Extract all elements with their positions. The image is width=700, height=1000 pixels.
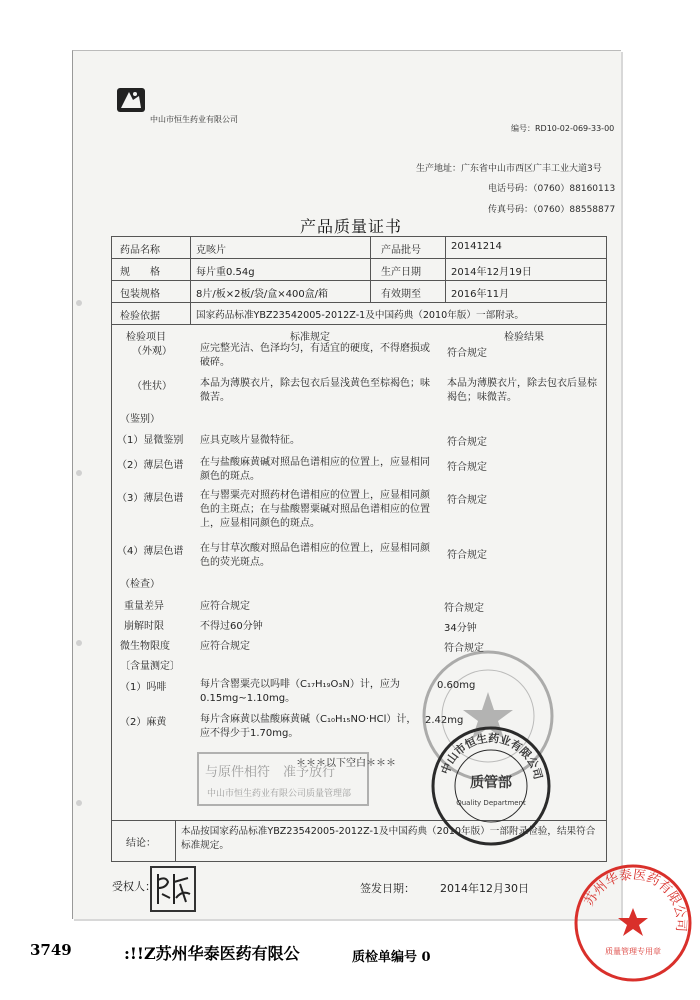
- qa-stamp-english: Quality Department: [456, 799, 526, 807]
- std-assay1: 每片含罂粟壳以吗啡（C₁₇H₁₉O₃N）计，应为0.15mg~1.10mg。: [200, 679, 400, 704]
- mfg-date-label: 生产日期: [381, 267, 421, 278]
- res-microbial: 符合规定: [444, 643, 484, 654]
- item-id3: （3）薄层色谱: [117, 493, 184, 504]
- item-weight: 重量差异: [124, 601, 164, 612]
- item-id4: （4）薄层色谱: [117, 546, 184, 557]
- std-id4: 在与甘草次酸对照品色谱相应的位置上，应显相同颜色的荧光斑点。: [200, 543, 430, 568]
- section-assay: 〔含量测定〕: [120, 661, 180, 672]
- issue-date-label: 签发日期：: [360, 882, 415, 895]
- batch-label: 产品批号: [381, 245, 421, 256]
- res-appearance: 符合规定: [447, 348, 487, 359]
- res-id3: 符合规定: [447, 495, 487, 506]
- spec-value: 每片重0.54g: [196, 267, 255, 278]
- product-name-label: 药品名称: [120, 245, 160, 256]
- quality-department-stamp: [430, 725, 552, 847]
- res-assay2: 2.42mg: [425, 715, 464, 726]
- std-appearance: 应完整光洁、色泽均匀，有适宜的硬度，不得磨损或破碎。: [200, 343, 430, 368]
- package-label: 包装规格: [120, 289, 160, 300]
- document-number: 编号：RD10-02-069-33-00: [511, 124, 615, 133]
- qa-stamp-ring-text: 中山市恒生药业有限公司: [438, 731, 545, 781]
- res-id2: 符合规定: [447, 462, 487, 473]
- conclusion-label: 结论：: [126, 838, 156, 849]
- mfg-date-value: 2014年12月19日: [451, 267, 532, 278]
- svg-text:中山市恒生药业有限公司: [438, 731, 546, 781]
- item-microbial: 微生物限度: [120, 641, 170, 652]
- std-disintegration: 不得过60分钟: [200, 621, 263, 632]
- red-company-stamp: [572, 862, 694, 984]
- res-id4: 符合规定: [447, 550, 487, 561]
- expiry-value: 2016年11月: [451, 289, 510, 300]
- item-id1: （1）显微鉴别: [117, 435, 184, 446]
- expiry-label: 有效期至: [381, 289, 421, 300]
- res-id1: 符合规定: [447, 437, 487, 448]
- col-header-standard: 标准规定: [290, 332, 330, 343]
- batch-value: 20141214: [451, 241, 502, 252]
- phone-number: 电话号码：（0760）88160113: [488, 184, 616, 194]
- red-stamp-ring-text: 苏州华泰医药有限公司: [582, 867, 689, 933]
- fax-number: 传真号码：（0760）88558877: [488, 205, 616, 215]
- section-checks: （检查）: [120, 579, 160, 590]
- footer-form-number: 质检单编号 0: [352, 950, 431, 965]
- std-weight: 应符合规定: [200, 601, 250, 612]
- col-header-item: 检验项目: [126, 332, 166, 343]
- std-assay2: 每片含麻黄以盐酸麻黄碱（C₁₀H₁₅NO·HCl）计，应不得少于1.70mg。: [200, 714, 417, 739]
- section-identification: （鉴别）: [120, 414, 160, 425]
- spec-label: 规 格: [120, 267, 160, 278]
- item-appearance: （外观）: [132, 346, 172, 357]
- res-disintegration: 34分钟: [444, 623, 477, 634]
- issue-date-value: 2014年12月30日: [440, 882, 529, 895]
- col-header-result: 检验结果: [504, 332, 544, 343]
- std-id3: 在与罂粟壳对照药材色谱相应的位置上，应显相同颜色的主斑点；在与盐酸罂粟碱对照品色谱相应的位置上，应显相同颜色的斑点。: [200, 490, 430, 529]
- company-logo-icon: [117, 88, 145, 112]
- res-weight: 符合规定: [444, 603, 484, 614]
- page-title: 产品质量证书: [300, 217, 403, 236]
- basis-value: 国家药品标准YBZ23542005-2012Z-1及中国药典（2010年版）一部附录。: [196, 310, 524, 321]
- punch-hole: [76, 300, 82, 306]
- std-id2: 在与盐酸麻黄碱对照品色谱相应的位置上，应显相同颜色的斑点。: [200, 457, 430, 482]
- release-stamp-line1: 与原件相符 准予放行: [205, 765, 336, 780]
- punch-hole: [76, 640, 82, 646]
- res-assay1: 0.60mg: [437, 680, 476, 691]
- end-of-records-mark: ＊＊＊以下空白＊＊＊: [296, 758, 396, 769]
- footer-company: :!!Z苏州华泰医药有限公: [124, 944, 300, 963]
- release-stamp-line2: 中山市恒生药业有限公司质量管理部: [207, 789, 352, 799]
- std-id1: 应具克咳片显微特征。: [200, 435, 300, 446]
- conclusion-text: 本品按国家药品标准YBZ23542005-2012Z-1及中国药典（2010年版）一部附录检验，结果符合标准规定。: [181, 826, 596, 851]
- basis-label: 检验依据: [120, 311, 160, 322]
- company-name: 中山市恒生药业有限公司: [150, 115, 238, 124]
- authorized-person-label: 受权人：: [112, 880, 156, 893]
- item-id2: （2）薄层色谱: [117, 460, 184, 471]
- std-traits: 本品为薄膜衣片，除去包衣后显浅黄色至棕褐色；味微苦。: [200, 378, 430, 403]
- production-address: 生产地址：广东省中山市西区广丰工业大道3号: [416, 164, 602, 174]
- std-microbial: 应符合规定: [200, 641, 250, 652]
- res-traits: 本品为薄膜衣片，除去包衣后显棕褐色；味微苦。: [447, 378, 597, 403]
- product-name-value: 克咳片: [196, 245, 226, 256]
- punch-hole: [76, 800, 82, 806]
- item-assay1: （1）吗啡: [120, 682, 167, 693]
- release-stamp: [197, 752, 369, 806]
- package-value: 8片/板×2板/袋/盒×400盒/箱: [196, 289, 329, 300]
- authorized-signature: [150, 866, 196, 912]
- item-disintegration: 崩解时限: [124, 621, 164, 632]
- item-assay2: （2）麻黄: [120, 717, 167, 728]
- red-stamp-center: 质量管理专用章: [605, 947, 661, 956]
- item-traits: （性状）: [132, 381, 172, 392]
- qa-stamp-center: 质管部: [470, 775, 512, 791]
- punch-hole: [76, 470, 82, 476]
- footer-left-code: 3749: [30, 941, 72, 959]
